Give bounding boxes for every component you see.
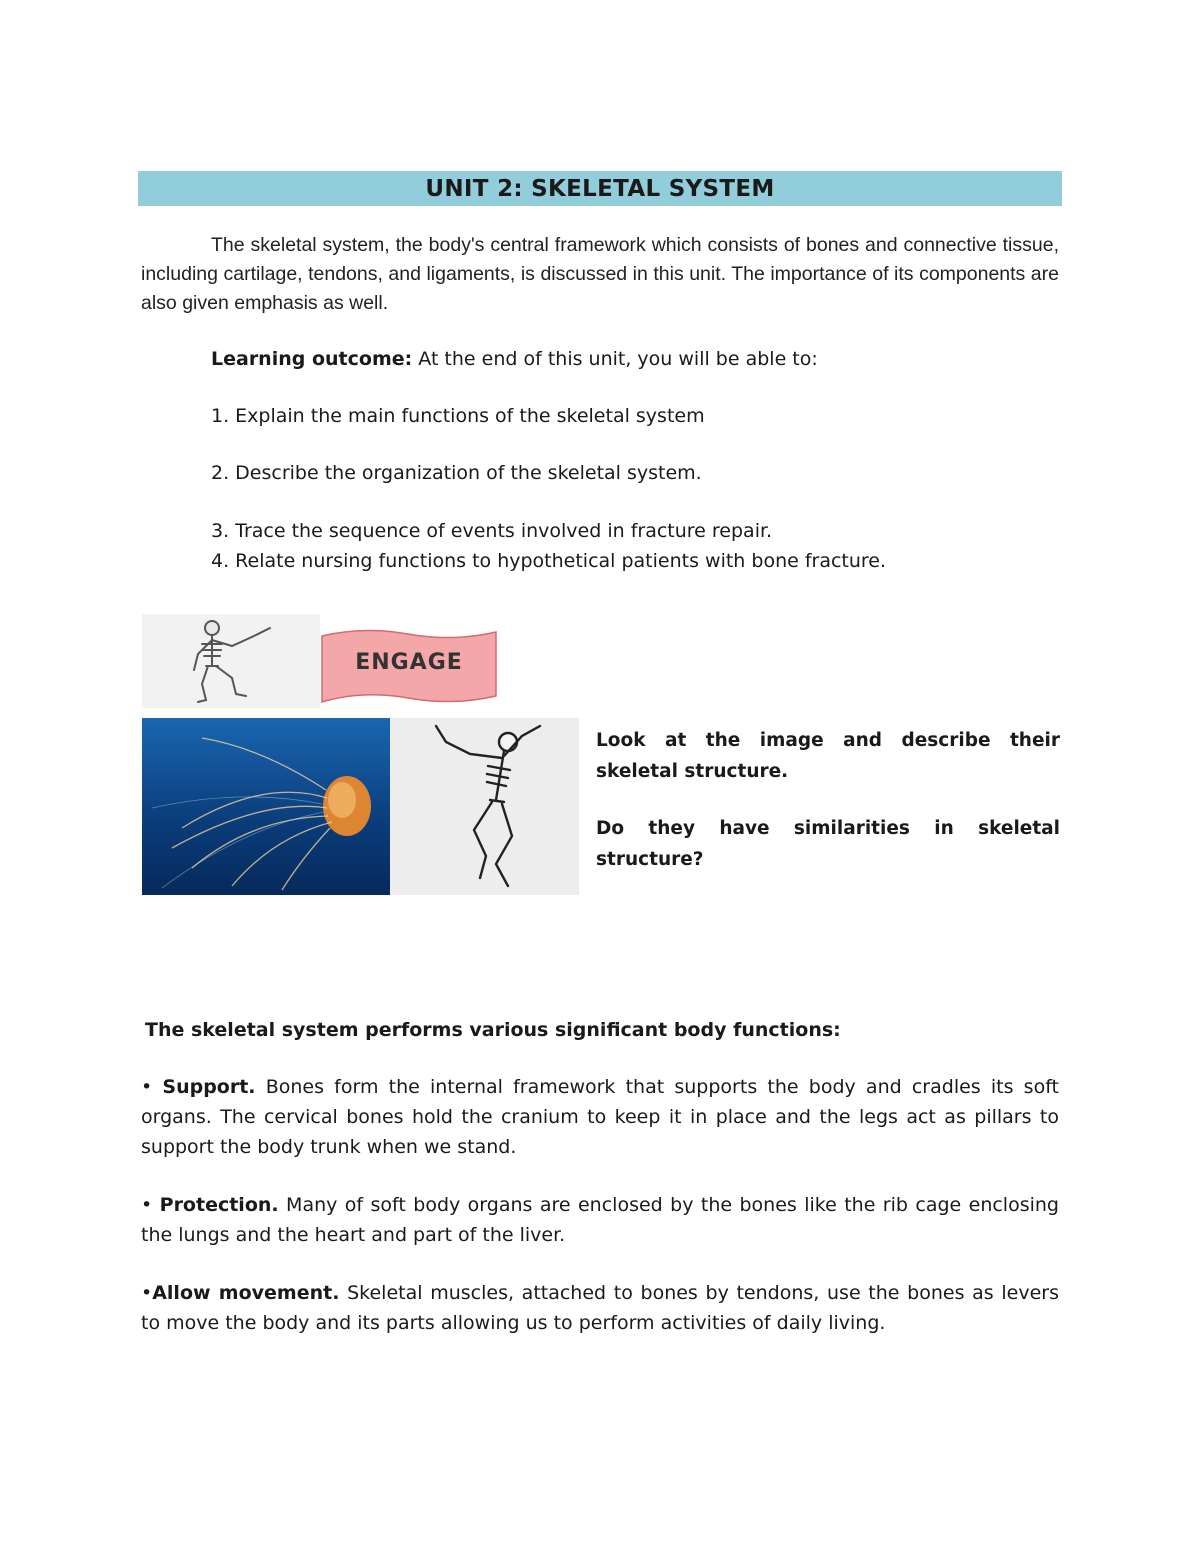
function-label: Allow movement. — [152, 1282, 340, 1304]
function-item-movement — [141, 1278, 1059, 1338]
engage-label: ENGAGE — [355, 650, 463, 675]
skeleton-pose-image — [390, 718, 579, 895]
function-label: Protection. — [159, 1194, 279, 1216]
engage-question-1: Look at the image and describe their skeletal structure. — [596, 730, 1060, 782]
learning-outcome — [211, 345, 818, 374]
bullet: • — [141, 1076, 163, 1098]
jellyfish-icon — [142, 718, 390, 895]
unit-title-bar — [138, 171, 1062, 206]
objective-item: 3. Trace the sequence of events involved in fracture repair. — [211, 520, 773, 542]
function-text: Many of soft body organs are enclosed by the bones like the rib cage enclosing the lungs and the heart and part of the liver. — [141, 1194, 1059, 1246]
bullet: • — [141, 1282, 153, 1304]
engage-questions — [596, 725, 1060, 901]
functions-heading: The skeletal system performs various significant body functions: — [145, 1019, 841, 1041]
function-item-support — [141, 1072, 1059, 1162]
skeleton-dancing-image — [142, 614, 320, 708]
learning-outcome-text: At the end of this unit, you will be able to: — [412, 348, 818, 370]
engage-banner — [318, 628, 500, 708]
objective-item: 2. Describe the organization of the skeletal system. — [211, 462, 702, 484]
function-label: Support. — [162, 1076, 256, 1098]
function-text: Skeletal muscles, attached to bones by tendons, use the bones as levers to move the body and its parts allowing us to perform activities of daily living. — [141, 1282, 1059, 1334]
unit-title: UNIT 2: SKELETAL SYSTEM — [425, 175, 775, 202]
objective-item: 4. Relate nursing functions to hypothetical patients with bone fracture. — [211, 550, 887, 572]
skeleton-figure-icon — [142, 614, 320, 708]
bullet: • — [141, 1194, 160, 1216]
engage-question-2: Do they have similarities in skeletal structure? — [596, 818, 1060, 870]
objective-item: 1. Explain the main functions of the skeletal system — [211, 405, 705, 427]
jellyfish-image — [142, 718, 390, 895]
intro-paragraph: The skeletal system, the body's central framework which consists of bones and connective tissue, including cartilage, tendons, and ligaments, is discussed in this unit. The importance of its components are also given emphasis as well. — [141, 234, 1059, 314]
function-item-protection — [141, 1190, 1059, 1250]
learning-outcome-label: Learning outcome: — [211, 348, 413, 370]
skeleton-pose-icon — [390, 718, 579, 895]
function-text: Bones form the internal framework that supports the body and cradles its soft organs. The cervical bones hold the cranium to keep it in place and the legs act as pillars to support the body trunk when we stand. — [141, 1076, 1059, 1158]
